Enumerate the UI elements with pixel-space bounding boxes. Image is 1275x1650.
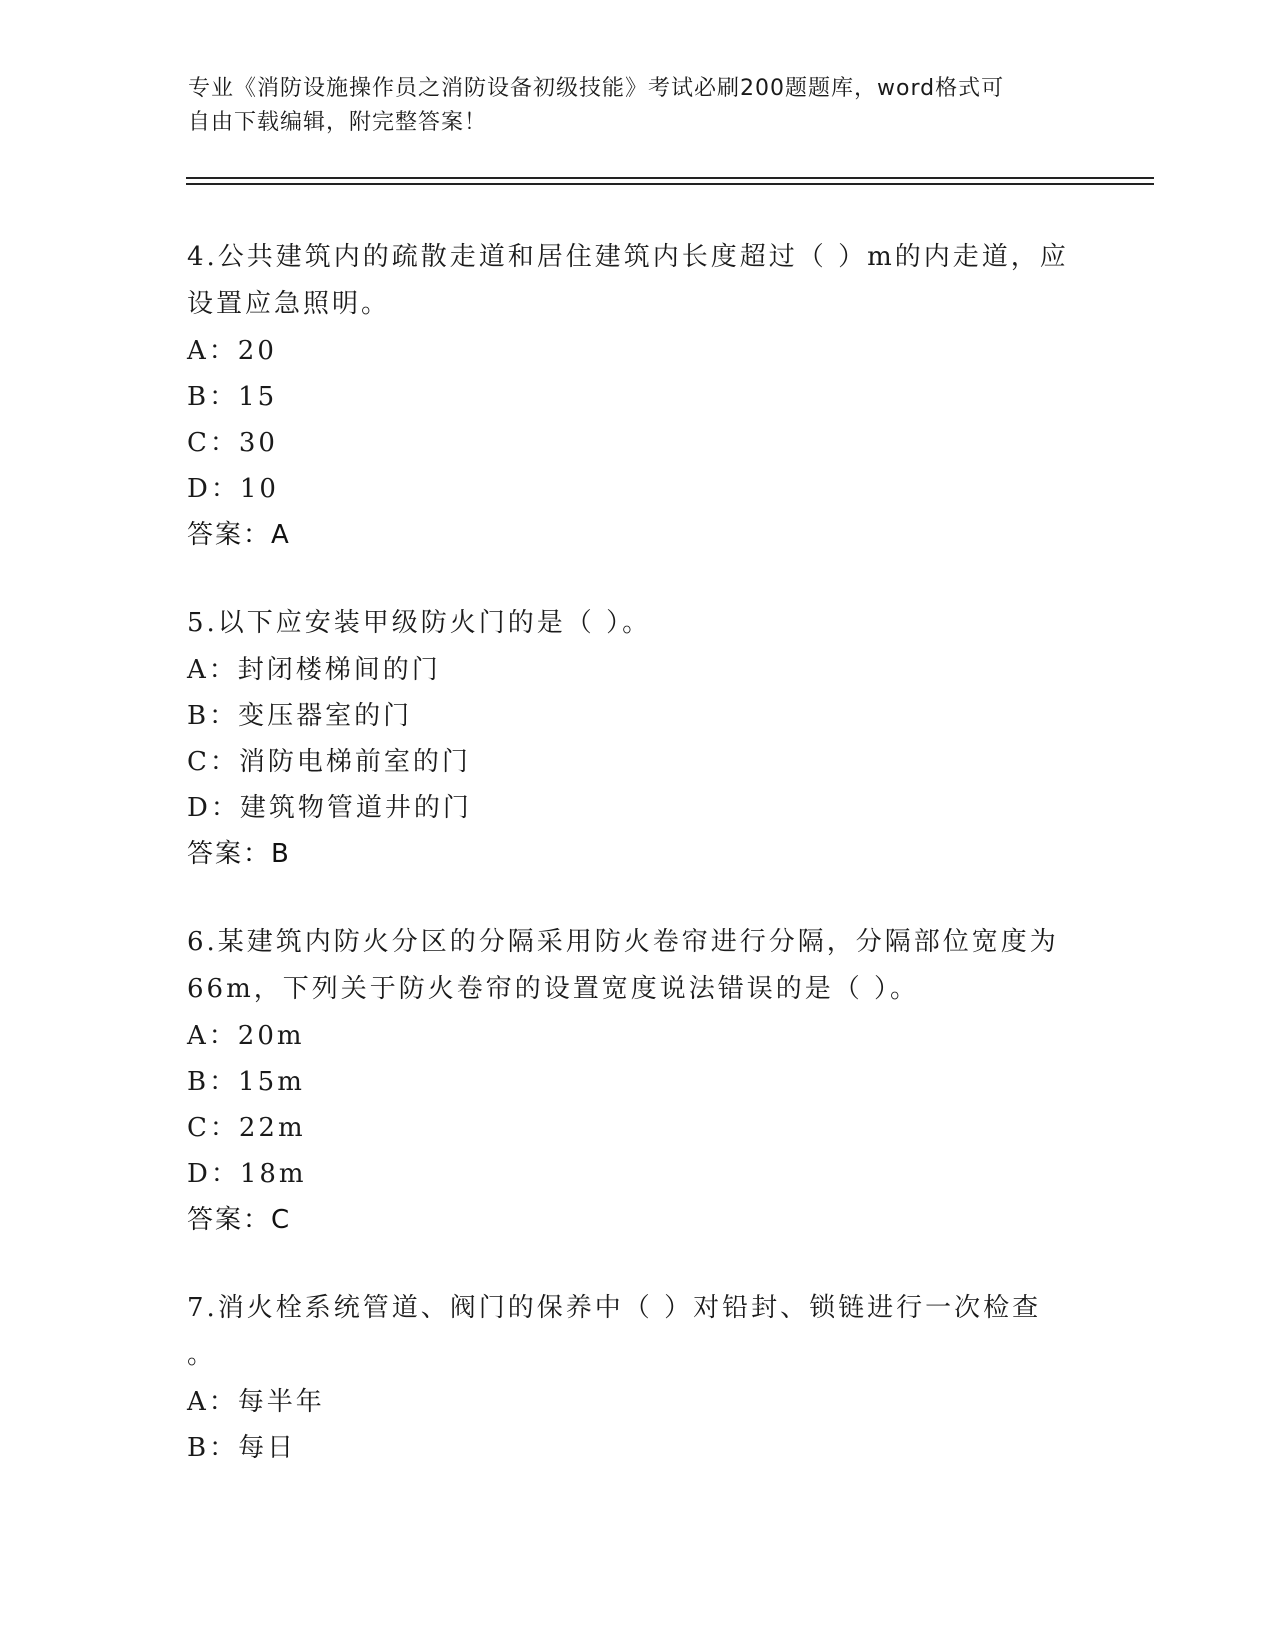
- question-7: [187, 1285, 1107, 1471]
- question-6: [187, 919, 1107, 1243]
- document-header: [188, 72, 1088, 140]
- question-stem-line: 4.公共建筑内的疏散走道和居住建筑内长度超过（ ）m的内走道，应: [187, 242, 1069, 272]
- question-stem-line: 5.以下应安装甲级防火门的是（ ）。: [187, 608, 652, 638]
- option-b: B：15: [187, 382, 278, 412]
- question-stem-line: 6.某建筑内防火分区的分隔采用防火卷帘进行分隔，分隔部位宽度为: [187, 927, 1059, 957]
- question-stem-line: 。: [187, 1340, 217, 1370]
- option-c: C：消防电梯前室的门: [187, 747, 471, 777]
- option-c: C：30: [187, 428, 278, 458]
- header-divider-bottom: [186, 183, 1154, 185]
- question-stem-line: 7.消火栓系统管道、阀门的保养中（ ）对铅封、锁链进行一次检查: [187, 1293, 1042, 1323]
- option-d: D：建筑物管道井的门: [187, 793, 472, 823]
- question-5: [187, 600, 1107, 877]
- option-a: A：20: [187, 336, 277, 366]
- answer-line: 答案：C: [187, 1205, 292, 1235]
- answer-line: 答案：A: [187, 520, 291, 550]
- option-a: A：封闭楼梯间的门: [187, 655, 441, 685]
- question-list: [187, 234, 1107, 1513]
- option-b: B：每日: [187, 1433, 297, 1463]
- question-stem-line: 66m，下列关于防火卷帘的设置宽度说法错误的是（ ）。: [187, 974, 920, 1004]
- question-stem-line: 设置应急照明。: [187, 289, 391, 319]
- header-divider-top: [186, 177, 1154, 179]
- header-line-1: 专业《消防设施操作员之消防设备初级技能》考试必刷200题题库，word格式可: [188, 76, 1005, 101]
- option-a: A：每半年: [187, 1387, 325, 1417]
- answer-line: 答案：B: [187, 839, 291, 869]
- option-d: D：10: [187, 474, 279, 504]
- option-b: B：变压器室的门: [187, 701, 413, 731]
- header-line-2: 自由下载编辑，附完整答案！: [188, 110, 488, 135]
- option-c: C：22m: [187, 1113, 306, 1143]
- question-4: [187, 234, 1107, 558]
- option-d: D：18m: [187, 1159, 307, 1189]
- option-b: B：15m: [187, 1067, 305, 1097]
- option-a: A：20m: [187, 1021, 305, 1051]
